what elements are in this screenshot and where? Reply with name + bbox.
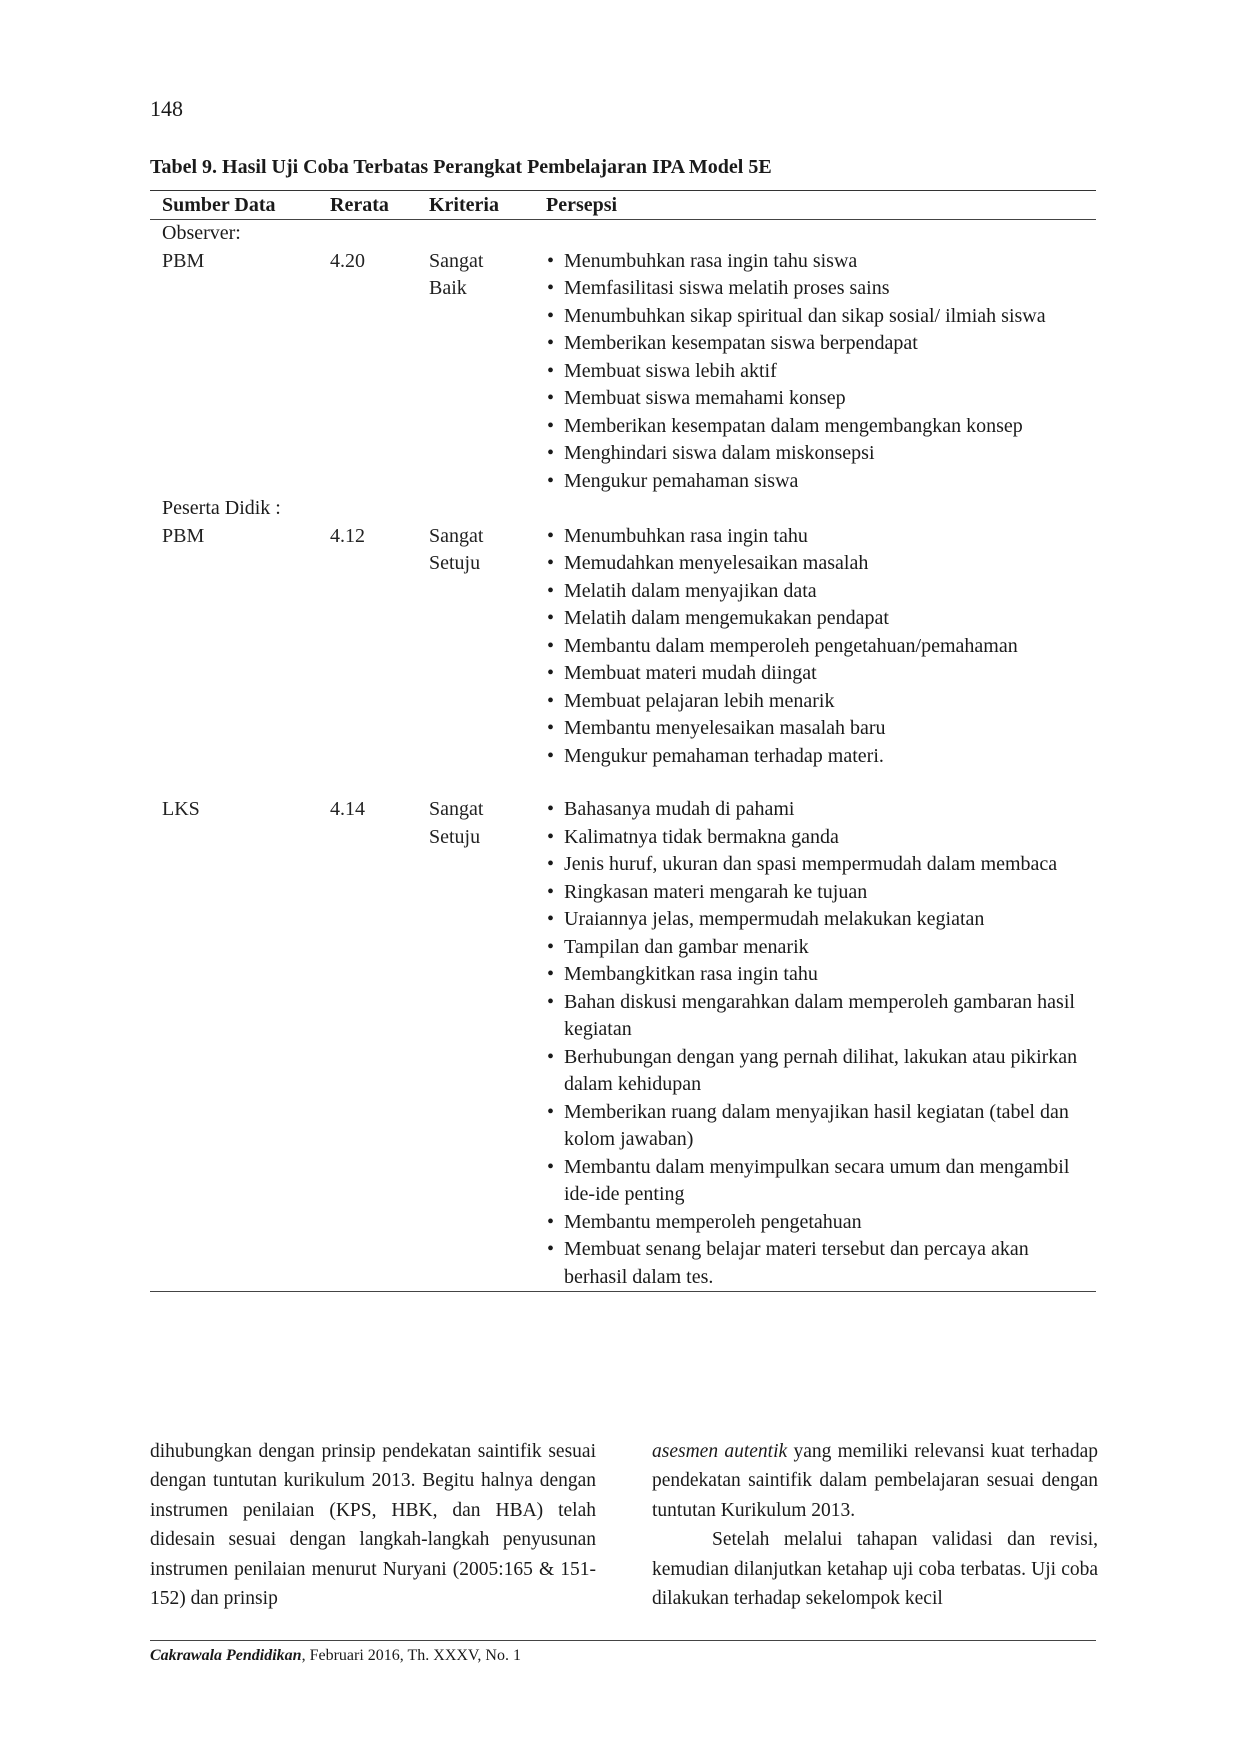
journal-name: Cakrawala Pendidikan [150,1647,302,1664]
mean-cell: 4.12 [330,524,365,547]
group-spacer [150,770,1096,796]
list-item: • Menumbuhkan rasa ingin tahu [546,523,1096,551]
paragraph-text: yang memiliki relevansi kuat terhadap pendekatan saintifik dalam pembelajaran sesuai dengan tuntutan Kurikulum 2013. [652,1441,1098,1521]
table-row [150,248,1096,496]
list-item: • Memberikan ruang dalam menyajikan hasil kegiatan (tabel dan kolom jawaban) [546,1099,1096,1154]
list-item: • Membantu dalam memperoleh pengetahuan/pemahaman [546,633,1096,661]
header-sumber-data: Sumber Data [162,193,276,216]
body-column-left [150,1437,596,1613]
running-footer [150,1647,521,1665]
list-item: • Membuat siswa memahami konsep [546,385,1096,413]
perception-cell [546,523,1096,771]
list-item: • Membantu memperoleh pengetahuan [546,1209,1096,1237]
mean-cell: 4.20 [330,249,365,272]
list-item: • Kalimatnya tidak bermakna ganda [546,824,1096,852]
list-item: • Membuat senang belajar materi tersebut dan percaya akan berhasil dalam tes. [546,1236,1096,1291]
table-header-row [150,191,1096,219]
list-item: • Menghindari siswa dalam miskonsepsi [546,440,1096,468]
group-label: Observer: [162,222,241,244]
source-cell: PBM [162,249,205,272]
criteria-cell [429,523,546,771]
perception-cell [546,248,1096,496]
list-item: • Menumbuhkan sikap spiritual dan sikap sosial/ ilmiah siswa [546,303,1096,331]
results-table [150,190,1096,1292]
perception-list [546,248,1096,496]
list-item: • Membuat pelajaran lebih menarik [546,688,1096,716]
perception-list [546,523,1096,771]
list-item: • Membuat materi mudah diingat [546,660,1096,688]
criteria-line: Sangat [429,524,484,547]
perception-cell [546,796,1096,1291]
source-cell: LKS [162,798,200,820]
body-paragraph: dihubungkan dengan prinsip pendekatan saintifik sesuai dengan tuntutan kurikulum 2013. Begitu halnya dengan instrumen penilaian (KPS, HBK, dan HBA) telah didesain sesuai dengan langkah-langkah penyusunan instrumen penilaian menurut Nuryani (2005:165 & 151-152) dan prinsip [150,1441,596,1610]
perception-list [546,796,1096,1291]
italic-term: asesmen autentik [652,1441,788,1462]
issue-info: , Februari 2016, Th. XXXV, No. 1 [301,1647,521,1664]
body-paragraph [652,1437,1098,1525]
criteria-line: Baik [429,277,467,299]
footer-rule [150,1640,1096,1641]
list-item: • Membuat siswa lebih aktif [546,358,1096,386]
list-item: • Menumbuhkan rasa ingin tahu siswa [546,248,1096,276]
list-item: • Bahasanya mudah di pahami [546,796,1096,824]
list-item: • Uraiannya jelas, mempermudah melakukan kegiatan [546,906,1096,934]
list-item: • Memberikan kesempatan dalam mengembangkan konsep [546,413,1096,441]
header-kriteria: Kriteria [429,193,499,216]
header-persepsi: Persepsi [546,193,618,216]
list-item: • Melatih dalam menyajikan data [546,578,1096,606]
list-item: • Mengukur pemahaman siswa [546,468,1096,496]
table-caption: Tabel 9. Hasil Uji Coba Terbatas Perangkat Pembelajaran IPA Model 5E [150,156,772,178]
list-item: • Mengukur pemahaman terhadap materi. [546,743,1096,771]
list-item: • Memberikan kesempatan siswa berpendapat [546,330,1096,358]
table-row [150,796,1096,1291]
criteria-line: Setuju [429,825,481,848]
list-item: • Memfasilitasi siswa melatih proses sains [546,275,1096,303]
criteria-line: Sangat [429,798,484,820]
header-rerata: Rerata [330,193,389,216]
page-number: 148 [150,96,183,121]
table-group-peserta-didik [150,495,1096,770]
list-item: • Membangkitkan rasa ingin tahu [546,961,1096,989]
list-item: • Berhubungan dengan yang pernah dilihat, lakukan atau pikirkan dalam kehidupan [546,1044,1096,1099]
table-bottom-rule [150,1291,1096,1292]
source-cell: PBM [162,524,205,547]
list-item: • Membantu dalam menyimpulkan secara umum dan mengambil ide-ide penting [546,1154,1096,1209]
list-item: • Bahan diskusi mengarahkan dalam memperoleh gambaran hasil kegiatan [546,989,1096,1044]
list-item: • Jenis huruf, ukuran dan spasi mempermudah dalam membaca [546,851,1096,879]
body-paragraph: Setelah melalui tahapan validasi dan revisi, kemudian dilanjutkan ketahap uji coba terbatas. Uji coba dilakukan terhadap sekelompok kecil [652,1529,1098,1610]
list-item: • Memudahkan menyelesaikan masalah [546,550,1096,578]
list-item: • Tampilan dan gambar menarik [546,934,1096,962]
list-item: • Membantu menyelesaikan masalah baru [546,715,1096,743]
group-label: Peserta Didik : [162,497,281,519]
body-column-right [652,1437,1098,1613]
table-group-lks [150,796,1096,1291]
list-item: • Melatih dalam mengemukakan pendapat [546,605,1096,633]
criteria-line: Sangat [429,249,484,272]
list-item: • Ringkasan materi mengarah ke tujuan [546,879,1096,907]
table-group-observer [150,220,1096,495]
mean-cell: 4.14 [330,798,365,820]
criteria-cell [429,796,546,1291]
table-row [150,523,1096,771]
criteria-line: Setuju [429,552,481,574]
criteria-cell [429,248,546,496]
